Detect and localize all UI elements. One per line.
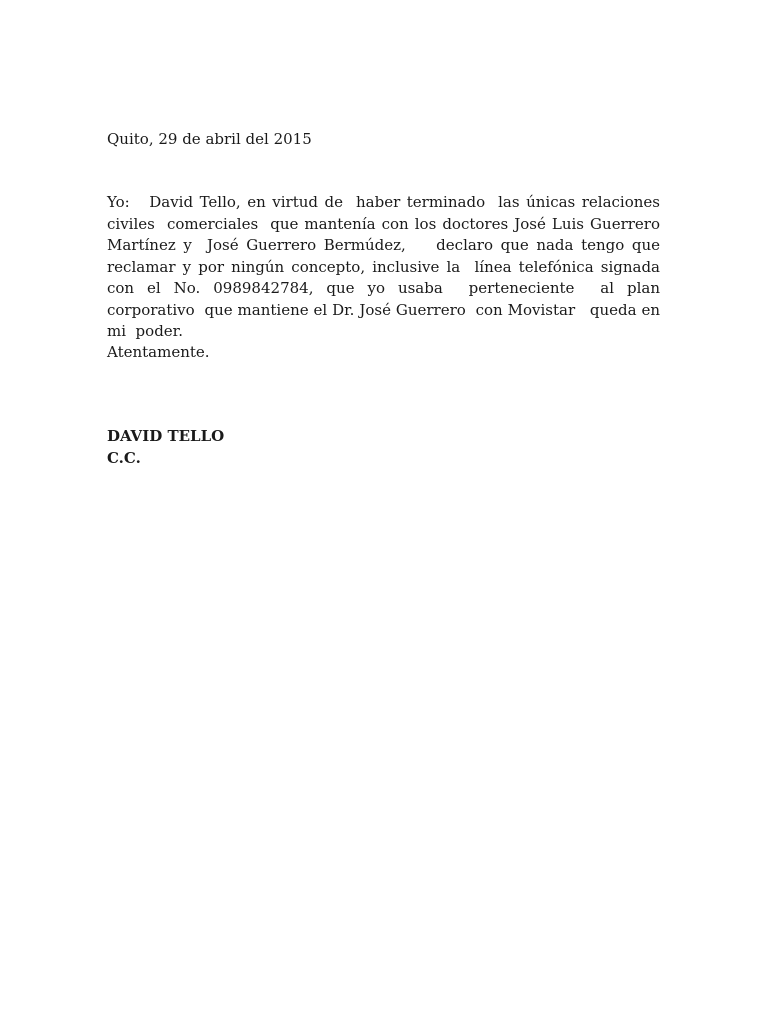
body-paragraph: Yo: David Tello, en virtud de haber terminado las únicas relaciones civiles comerciales que mantenía con los doctores José Luis Guerrero Martínez y José Guerrero Bermúdez, declaro que nada tengo que reclamar y por ningún concepto, inclusive la línea telefónica signada con el No. 0989842784, que yo usaba perteneciente al plan corporativo que mantiene el Dr. José Guerrero con Movistar queda en mi poder. — [107, 193, 665, 340]
closing-line: Atentamente. — [107, 343, 210, 361]
signature-name: DAVID TELLO — [107, 427, 225, 445]
date-line: Quito, 29 de abril del 2015 — [107, 130, 312, 148]
signature-block — [107, 426, 224, 469]
signature-id-label: C.C. — [107, 448, 141, 467]
